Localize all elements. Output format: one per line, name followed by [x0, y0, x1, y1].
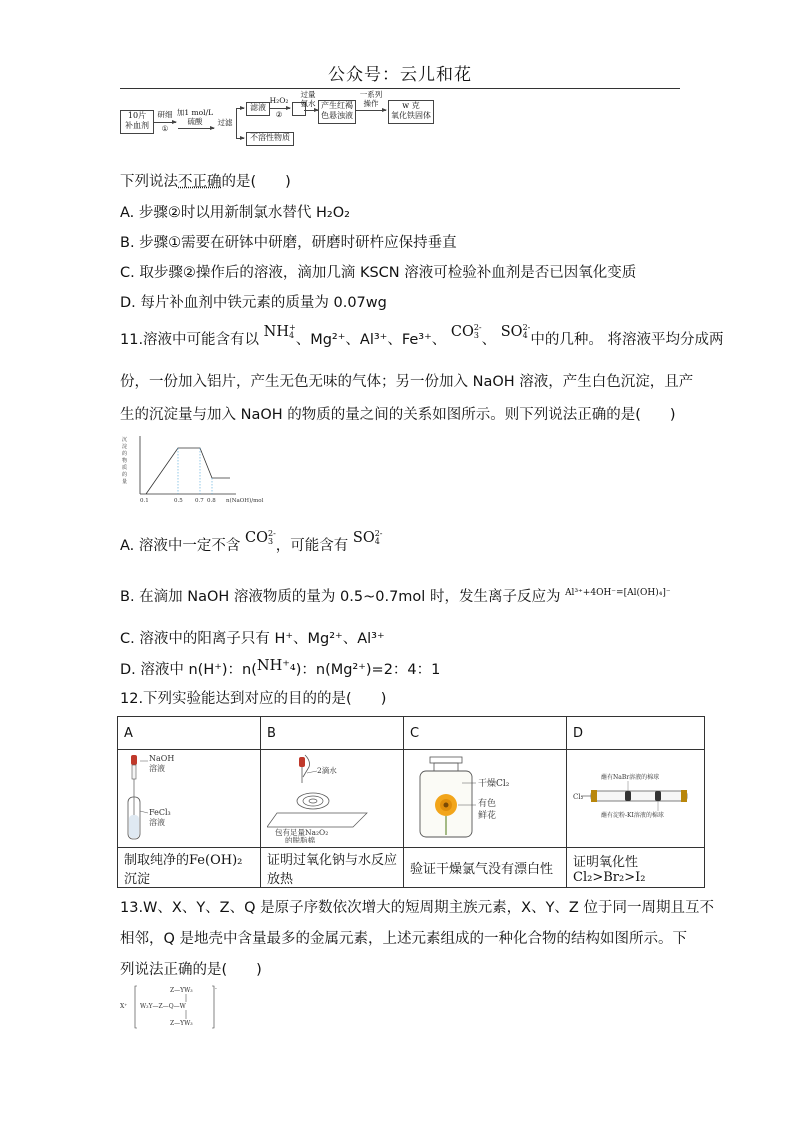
formula-sub: 3	[473, 331, 479, 340]
q11-text: 中的几种。 将溶液平均分成两	[530, 332, 724, 348]
graph-ylabel-char: 淀	[122, 444, 128, 450]
flow-arrow	[236, 138, 244, 139]
q11-option-b-text: B. 在滴加 NaOH 溶液物质的量为 0.5~0.7mol 时，发生离子反应为	[120, 589, 561, 605]
q11-text: 11.溶液中可能含有以	[120, 332, 260, 348]
figure-cell-c	[404, 750, 567, 848]
label-flower: 鲜花	[478, 810, 497, 821]
q11-option-d	[120, 660, 440, 680]
flow-text: 过量	[300, 90, 316, 99]
graph-xlabel: n(NaOH)/mol	[226, 498, 264, 504]
flow-text: 硫酸	[187, 117, 203, 126]
label-colored: 有色	[478, 798, 497, 809]
formula-sup: 2-	[522, 323, 531, 332]
flow-text: 加1 mol/L	[176, 108, 214, 117]
flow-text: 氧化铁固体	[391, 111, 431, 120]
flow-text: w 克	[402, 101, 420, 110]
page-header-title: 公众号：云儿和花	[328, 65, 472, 85]
label-naoh: NaOH	[149, 753, 175, 763]
compound-structure	[118, 984, 228, 1030]
bracket-charge: -	[215, 986, 217, 992]
flow-branch-line	[236, 108, 237, 138]
q10-option-b: B. 步骤①需要在研钵中研磨，研磨时研杵应保持垂直	[120, 235, 457, 251]
halogen-tube-apparatus	[573, 751, 698, 843]
flow-text: 一系列	[359, 90, 383, 99]
flow-step-ammonia	[296, 90, 320, 108]
co3-formula	[451, 324, 482, 340]
q11-option-d-post: )：n(Mg²⁺)=2：4：1	[295, 662, 441, 678]
q13-line-3: 列说法正确的是( )	[120, 962, 262, 978]
label-solution: 溶液	[149, 817, 165, 827]
flow-box-oxide	[388, 100, 434, 124]
figure-cell-d	[567, 750, 705, 848]
q11-option-d-pre: D. 溶液中 n(H⁺)：n(	[120, 662, 257, 678]
q10-option-c: C. 取步骤②操作后的溶液，滴加几滴 KSCN 溶液可检验补血剂是否已因氧化变质	[120, 265, 637, 281]
fe-oh2-apparatus	[124, 751, 254, 843]
q13-line-2: 相邻，Q 是地壳中含量最多的金属元素，上述元素组成的一种化合物的结构如图所示。下	[120, 931, 688, 947]
table-header-d: D	[567, 717, 705, 750]
q11-line-1	[120, 323, 724, 350]
flow-text: 10片	[127, 111, 147, 120]
q11-line-3: 生的沉淀量与加入 NaOH 的物质的量之间的关系如图所示。则下列说法正确的是( )	[120, 407, 676, 423]
structure-bottom: Z—YW₃	[170, 1020, 193, 1027]
header-divider	[120, 88, 680, 89]
q11-text: 、	[481, 332, 497, 348]
formula-sub: 4	[289, 331, 295, 340]
table-header-b: B	[261, 717, 404, 750]
nh4-formula	[264, 324, 296, 340]
flow-text: 补血剂	[125, 121, 149, 130]
formula-text: SO	[500, 324, 523, 340]
label-cotton: 的脱脂棉	[285, 835, 315, 843]
flow-text: 产生红褐	[321, 101, 353, 110]
flow-text: 色悬浊液	[321, 111, 353, 120]
graph-ylabel-char: 质	[122, 465, 128, 471]
table-header-c: C	[404, 717, 567, 750]
flow-box-insoluble: 不溶性物质	[246, 132, 294, 146]
graph-tick-label: 0.1	[140, 498, 149, 504]
graph-tick-label: 0.8	[207, 498, 216, 504]
graph-curve	[146, 448, 230, 494]
q11-option-d-nh4: NH⁺₄	[256, 658, 296, 674]
q11-option-c: C. 溶液中的阳离子只有 H⁺、Mg²⁺、Al³⁺	[120, 631, 385, 647]
formula-sub: 4	[374, 537, 380, 546]
formula-text: CO	[450, 324, 474, 340]
q10-option-d: D. 每片补血剂中铁元素的质量为 0.07wg	[120, 295, 387, 311]
formula-text: CO	[245, 530, 268, 546]
label-nabr-cotton: 蘸有NaBr溶液的棉球	[601, 773, 660, 781]
graph-ylabel	[122, 436, 127, 485]
flow-arrow	[270, 108, 290, 109]
so4-formula	[501, 324, 531, 340]
formula-sup: 2-	[374, 529, 383, 538]
q10-stem-emphasis: 不正确	[178, 174, 222, 190]
label-fecl3: FeCl₃	[149, 807, 171, 817]
graph-tick-label: 0.7	[195, 498, 204, 504]
flow-text: 操作	[363, 99, 379, 108]
graph-ylabel-char: 的	[122, 451, 128, 457]
graph-ylabel-char: 沉	[122, 437, 128, 443]
caption-b: 证明过氧化钠与水反应放热	[261, 848, 404, 888]
flow-step-num1: ①	[161, 124, 169, 133]
bracket-right	[212, 986, 214, 1028]
flow-step-acid	[176, 108, 214, 126]
flow-arrow	[154, 122, 176, 123]
q10-stem	[120, 172, 291, 192]
graph-ylabel-char: 物	[122, 458, 128, 464]
caption-d: 证明氧化性Cl₂>Br₂>I₂	[567, 848, 705, 888]
flow-arrow	[178, 128, 214, 129]
na2o2-apparatus	[267, 751, 397, 843]
flow-arrow	[356, 110, 386, 111]
flow-text: 研细	[157, 110, 173, 119]
co3-formula	[245, 530, 276, 546]
q11-text: 、Mg²⁺、Al³⁺、Fe³⁺、	[295, 332, 447, 348]
q11-option-b	[120, 587, 671, 609]
flow-arrow	[236, 108, 244, 109]
formula-sup: +	[289, 323, 296, 332]
formula-text: SO	[352, 530, 375, 546]
flow-text: H₂O₂	[269, 96, 289, 105]
graph-ylabel-char: 量	[122, 479, 128, 485]
formula-sup: 2-	[473, 323, 482, 332]
flow-arrow	[304, 110, 318, 111]
formula-sub: 3	[267, 537, 274, 546]
table-header-a: A	[118, 717, 261, 750]
q11-line-2: 份，一份加入铝片，产生无色无味的气体；另一份加入 NaOH 溶液，产生白色沉淀，且产	[120, 374, 694, 390]
flow-step-filter: 过滤	[217, 118, 233, 127]
bracket-left	[135, 986, 137, 1028]
process-flow-diagram	[118, 90, 448, 152]
cl2-flower-apparatus	[410, 751, 560, 843]
q10-stem-pre: 下列说法	[120, 174, 178, 190]
graph-ylabel-char: 的	[122, 472, 128, 478]
flow-step-operations	[356, 90, 386, 108]
flow-box-tablets	[120, 110, 154, 134]
caption-a: 制取纯净的Fe(OH)₂沉淀	[118, 848, 261, 888]
q11-option-a	[120, 529, 383, 556]
flow-step-h2o2	[268, 96, 290, 105]
q11-option-a-pre: A. 溶液中一定不含	[120, 538, 241, 554]
label-ki-cotton: 蘸有淀粉-KI溶液的棉球	[601, 811, 664, 819]
figure-cell-b	[261, 750, 404, 848]
flow-box-filtrate: 滤液	[246, 102, 270, 116]
formula-sub: 4	[522, 331, 528, 340]
graph-tick-label: 0.5	[174, 498, 183, 504]
experiment-table	[117, 716, 705, 888]
q10-option-a: A. 步骤②时以用新制氯水替代 H₂O₂	[120, 205, 350, 221]
label-water: 2滴水	[317, 765, 337, 775]
formula-sup: 2-	[267, 529, 276, 538]
structure-cation: X⁺	[120, 1003, 128, 1010]
flow-box-suspension	[318, 100, 356, 124]
q11-option-a-mid: ，可能含有	[275, 538, 349, 554]
structure-middle: W₃Y—Z—Q—W	[140, 1003, 186, 1010]
flow-text: 氨水	[300, 99, 316, 108]
q10-stem-post: 的是( )	[221, 174, 291, 190]
label-cl2: Cl₂	[573, 792, 584, 801]
flow-step-num2: ②	[275, 110, 283, 119]
so4-formula	[353, 530, 383, 546]
label-na2o2: 包有足量Na₂O₂	[275, 827, 329, 837]
precipitate-graph	[118, 432, 278, 506]
flow-step-grind	[154, 110, 176, 119]
q13-line-1: 13.W、X、Y、Z、Q 是原子序数依次增大的短周期主族元素，X、Y、Z 位于同一周期且互不	[120, 900, 714, 916]
q11-option-b-equation: Al³⁺+4OH⁻=[Al(OH)₄]⁻	[565, 588, 671, 598]
q12-stem: 12.下列实验能达到对应的目的的是( )	[120, 691, 387, 707]
formula-text: NH	[263, 324, 290, 340]
caption-c: 验证干燥氯气没有漂白性	[404, 848, 567, 888]
label-solution: 溶液	[149, 763, 165, 773]
structure-top: Z—YW₃	[170, 987, 193, 994]
label-dry-cl2: 干燥Cl₂	[478, 778, 510, 789]
figure-cell-a	[118, 750, 261, 848]
